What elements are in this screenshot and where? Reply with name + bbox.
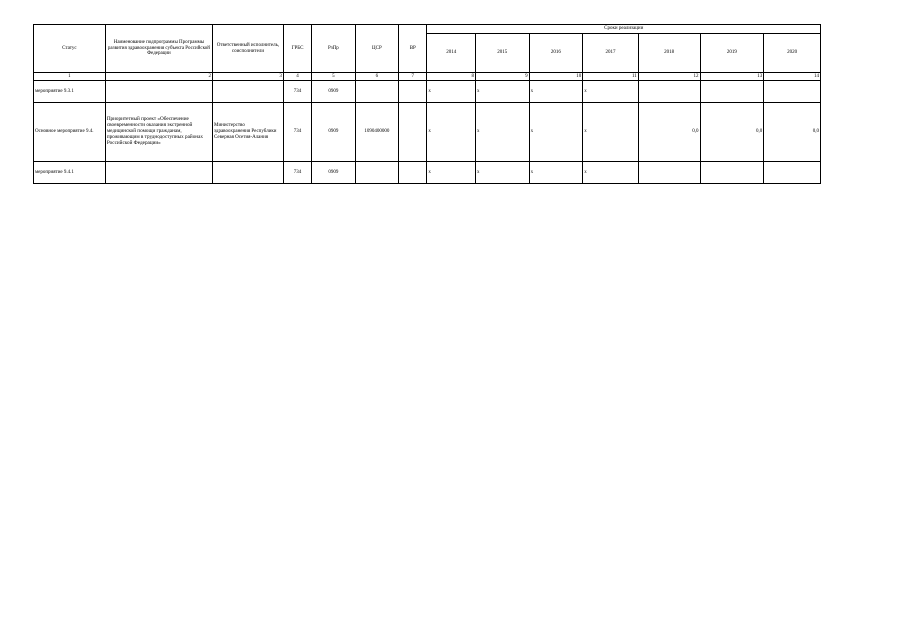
header-executor: Ответственный исполнитель, соисполнители (213, 25, 284, 73)
column-number: 4 (283, 73, 311, 81)
row-year-value: х (529, 162, 583, 184)
header-status: Статус (34, 25, 106, 73)
row-year-value: 0,0 (700, 103, 764, 162)
row-executor (213, 162, 284, 184)
header-year: 2019 (700, 34, 764, 73)
row-status: мероприятие 9.4.1 (34, 162, 106, 184)
row-year-value: х (475, 162, 529, 184)
row-year-value: х (529, 103, 583, 162)
table-row (34, 103, 821, 162)
row-year-value: х (583, 81, 639, 103)
program-table (33, 24, 821, 184)
row-name (105, 162, 212, 184)
row-rzpr: 0909 (312, 81, 355, 103)
header-year: 2015 (475, 34, 529, 73)
table-row (34, 162, 821, 184)
row-executor (213, 81, 284, 103)
header-csr: ЦСР (355, 25, 398, 73)
row-year-value: х (583, 162, 639, 184)
header-rzpr: РзПр (312, 25, 355, 73)
row-year-value: 0,0 (638, 103, 700, 162)
column-number: 14 (764, 73, 821, 81)
row-grbs: 734 (283, 162, 311, 184)
row-year-value (764, 81, 821, 103)
column-number: 12 (638, 73, 700, 81)
table-row (34, 81, 821, 103)
column-number: 13 (700, 73, 764, 81)
row-executor: Министерство здравоохранения Республики Северная Осетия-Алания (213, 103, 284, 162)
header-year: 2018 (638, 34, 700, 73)
row-year-value: х (427, 81, 476, 103)
header-grbs: ГРБС (283, 25, 311, 73)
header-year: 2016 (529, 34, 583, 73)
column-number: 2 (105, 73, 212, 81)
row-grbs: 734 (283, 103, 311, 162)
row-csr: 1090400000 (355, 103, 398, 162)
row-year-value (764, 162, 821, 184)
column-number: 6 (355, 73, 398, 81)
header-period: Сроки реализации (427, 25, 821, 34)
row-status: Основное мероприятие 9.4. (34, 103, 106, 162)
header-vr: ВР (399, 25, 427, 73)
row-year-value: х (475, 103, 529, 162)
header-year: 2014 (427, 34, 476, 73)
row-year-value (700, 81, 764, 103)
column-number: 5 (312, 73, 355, 81)
header-year: 2020 (764, 34, 821, 73)
header-year: 2017 (583, 34, 639, 73)
row-vr (399, 103, 427, 162)
row-year-value: х (427, 162, 476, 184)
column-number: 7 (399, 73, 427, 81)
column-number: 9 (475, 73, 529, 81)
row-year-value: 0,0 (764, 103, 821, 162)
header-row (34, 25, 821, 34)
header-name: Наименование подпрограммы Программы развития здравоохранения субъекта Российской Федерации (105, 25, 212, 73)
row-year-value (638, 162, 700, 184)
row-grbs: 734 (283, 81, 311, 103)
column-number: 1 (34, 73, 106, 81)
row-rzpr: 0909 (312, 162, 355, 184)
column-number-row (34, 73, 821, 81)
row-csr (355, 162, 398, 184)
row-csr (355, 81, 398, 103)
row-year-value: х (427, 103, 476, 162)
column-number: 3 (213, 73, 284, 81)
row-name: Приоритетный проект «Обеспечение своевременности оказания экстренной медицинской помощи гражданам, проживающим в труднодоступных районах Российской Федерации» (105, 103, 212, 162)
column-number: 8 (427, 73, 476, 81)
row-year-value: х (475, 81, 529, 103)
row-year-value: х (529, 81, 583, 103)
row-year-value (638, 81, 700, 103)
row-vr (399, 162, 427, 184)
row-name (105, 81, 212, 103)
row-rzpr: 0909 (312, 103, 355, 162)
sheet (33, 24, 821, 184)
row-vr (399, 81, 427, 103)
row-status: мероприятие 9.3.1 (34, 81, 106, 103)
row-year-value (700, 162, 764, 184)
column-number: 11 (583, 73, 639, 81)
column-number: 10 (529, 73, 583, 81)
row-year-value: х (583, 103, 639, 162)
